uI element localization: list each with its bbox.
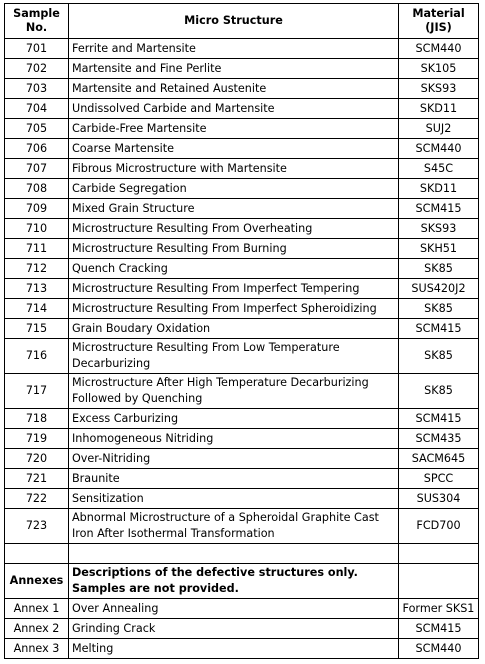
sample-no-cell: 704: [5, 99, 69, 119]
table-row: [5, 489, 479, 509]
table-row: [5, 449, 479, 469]
sample-no-cell: 720: [5, 449, 69, 469]
sample-no-cell: Annex 3: [5, 639, 69, 659]
micro-structure-cell: Grinding Crack: [69, 619, 399, 639]
material-cell: SK85: [399, 339, 479, 374]
table-row: [5, 469, 479, 489]
material-cell: SCM440: [399, 39, 479, 59]
material-cell: SACM645: [399, 449, 479, 469]
table-row: [5, 219, 479, 239]
micro-structure-cell: Carbide-Free Martensite: [69, 119, 399, 139]
material-cell: SUS420J2: [399, 279, 479, 299]
table-row: [5, 599, 479, 619]
blank-cell: [5, 544, 69, 564]
sample-no-cell: 723: [5, 509, 69, 544]
sample-no-cell: 708: [5, 179, 69, 199]
micro-structure-cell: Excess Carburizing: [69, 409, 399, 429]
material-cell: SCM435: [399, 429, 479, 449]
table-row: [5, 374, 479, 409]
material-cell: SUS304: [399, 489, 479, 509]
micro-structure-cell: Inhomogeneous Nitriding: [69, 429, 399, 449]
sample-no-cell: 710: [5, 219, 69, 239]
micro-structure-cell: Martensite and Retained Austenite: [69, 79, 399, 99]
table-row: [5, 429, 479, 449]
sample-no-cell: Annex 1: [5, 599, 69, 619]
micro-structure-cell: Ferrite and Martensite: [69, 39, 399, 59]
material-cell: SCM440: [399, 139, 479, 159]
micro-structure-cell: Over-Nitriding: [69, 449, 399, 469]
blank-cell: [399, 564, 479, 599]
table-header-row: [5, 4, 479, 39]
material-cell: SCM415: [399, 319, 479, 339]
table-row: [5, 279, 479, 299]
material-cell: SCM415: [399, 199, 479, 219]
table-row: [5, 299, 479, 319]
table-row: [5, 59, 479, 79]
micro-structure-cell: Microstructure Resulting From Overheating: [69, 219, 399, 239]
micro-structure-cell: Undissolved Carbide and Martensite: [69, 99, 399, 119]
table-row: [5, 619, 479, 639]
micro-structure-cell: Microstructure After High Temperature Decarburizing Followed by Quenching: [69, 374, 399, 409]
sample-no-cell: 719: [5, 429, 69, 449]
header-micro-structure: Micro Structure: [69, 4, 399, 39]
sample-no-cell: 709: [5, 199, 69, 219]
micro-structure-cell: Over Annealing: [69, 599, 399, 619]
header-sample-no: Sample No.: [5, 4, 69, 39]
material-cell: SPCC: [399, 469, 479, 489]
material-cell: Former SKS1: [399, 599, 479, 619]
sample-no-cell: Annex 2: [5, 619, 69, 639]
table-row: [5, 239, 479, 259]
table-row: [5, 139, 479, 159]
table-row: [5, 319, 479, 339]
material-cell: SCM415: [399, 619, 479, 639]
sample-no-cell: 715: [5, 319, 69, 339]
sample-no-cell: 718: [5, 409, 69, 429]
micro-structure-cell: Fibrous Microstructure with Martensite: [69, 159, 399, 179]
blank-row: [5, 544, 479, 564]
table-row: [5, 119, 479, 139]
sample-no-cell: 714: [5, 299, 69, 319]
sample-no-cell: 705: [5, 119, 69, 139]
micro-structure-cell: Microstructure Resulting From Imperfect Tempering: [69, 279, 399, 299]
table-row: [5, 409, 479, 429]
sample-no-cell: 712: [5, 259, 69, 279]
micro-structure-cell: Coarse Martensite: [69, 139, 399, 159]
sample-no-cell: 711: [5, 239, 69, 259]
annexes-label: Annexes: [5, 564, 69, 599]
micro-structure-cell: Microstructure Resulting From Burning: [69, 239, 399, 259]
blank-cell: [69, 544, 399, 564]
micro-structure-cell: Sensitization: [69, 489, 399, 509]
material-cell: SKD11: [399, 179, 479, 199]
material-cell: SKS93: [399, 219, 479, 239]
sample-no-cell: 713: [5, 279, 69, 299]
material-cell: SK85: [399, 299, 479, 319]
micro-structure-cell: Melting: [69, 639, 399, 659]
annexes-note: Descriptions of the defective structures only. Samples are not provided.: [69, 564, 399, 599]
sample-no-cell: 722: [5, 489, 69, 509]
micro-structure-cell: Abnormal Microstructure of a Spheroidal Graphite Cast Iron After Isothermal Transformation: [69, 509, 399, 544]
material-cell: SKD11: [399, 99, 479, 119]
sample-no-cell: 706: [5, 139, 69, 159]
micro-structure-cell: Braunite: [69, 469, 399, 489]
sample-no-cell: 716: [5, 339, 69, 374]
table-row: [5, 179, 479, 199]
material-cell: SK85: [399, 259, 479, 279]
table-row: [5, 159, 479, 179]
material-cell: S45C: [399, 159, 479, 179]
annex-rows: [5, 599, 479, 659]
material-cell: SKS93: [399, 79, 479, 99]
sample-no-cell: 721: [5, 469, 69, 489]
table-row: [5, 509, 479, 544]
sample-no-cell: 703: [5, 79, 69, 99]
table-row: [5, 39, 479, 59]
sample-no-cell: 707: [5, 159, 69, 179]
sample-rows: [5, 39, 479, 544]
annex-section: [5, 544, 479, 599]
micro-structure-cell: Grain Boudary Oxidation: [69, 319, 399, 339]
material-cell: SCM440: [399, 639, 479, 659]
table-row: [5, 259, 479, 279]
microstructure-table-container: [4, 3, 479, 659]
material-cell: SKH51: [399, 239, 479, 259]
sample-no-cell: 717: [5, 374, 69, 409]
material-cell: SUJ2: [399, 119, 479, 139]
material-cell: SCM415: [399, 409, 479, 429]
table-row: [5, 339, 479, 374]
annex-header-row: [5, 564, 479, 599]
micro-structure-cell: Microstructure Resulting From Imperfect Spheroidizing: [69, 299, 399, 319]
micro-structure-cell: Microstructure Resulting From Low Temperature Decarburizing: [69, 339, 399, 374]
table-row: [5, 639, 479, 659]
header-material: Material (JIS): [399, 4, 479, 39]
table-row: [5, 79, 479, 99]
micro-structure-cell: Martensite and Fine Perlite: [69, 59, 399, 79]
table-row: [5, 99, 479, 119]
sample-no-cell: 702: [5, 59, 69, 79]
material-cell: FCD700: [399, 509, 479, 544]
micro-structure-cell: Quench Cracking: [69, 259, 399, 279]
microstructure-table: [4, 3, 479, 659]
micro-structure-cell: Carbide Segregation: [69, 179, 399, 199]
table-row: [5, 199, 479, 219]
blank-cell: [399, 544, 479, 564]
material-cell: SK105: [399, 59, 479, 79]
micro-structure-cell: Mixed Grain Structure: [69, 199, 399, 219]
material-cell: SK85: [399, 374, 479, 409]
sample-no-cell: 701: [5, 39, 69, 59]
